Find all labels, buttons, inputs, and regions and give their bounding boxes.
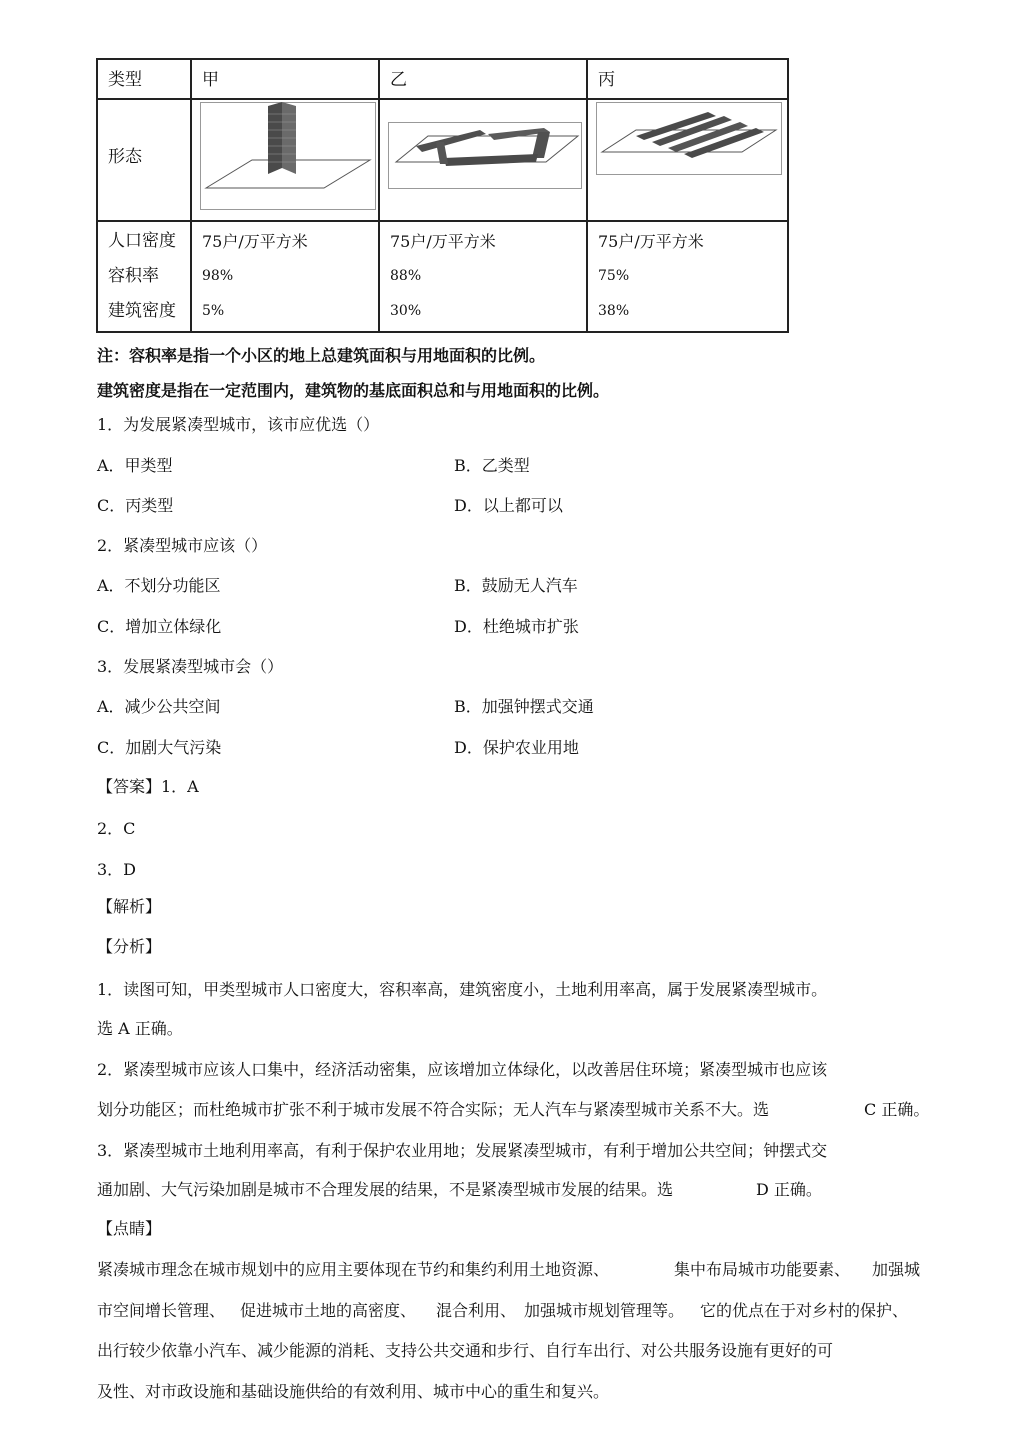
analysis-3-line-2: 通加剧、大气污染加剧是城市不合理发展的结果，不是紧凑型城市发展的结果。选 [97,1180,674,1199]
comparison-table [96,58,789,333]
analysis-1-line-1: 1．读图可知，甲类型城市人口密度大，容积率高，建筑密度小，土地利用率高，属于发展紧凑型城市。 [97,980,828,999]
yi-far: 88% [390,268,422,284]
table-header-row [97,59,788,99]
question-2-option-a: A．不划分功能区 [97,576,221,595]
jia-density: 75户/万平方米 [202,232,308,251]
question-3-option-c: C．加剧大气污染 [97,738,222,757]
commentary-line-2c: 混合利用、 [436,1301,517,1320]
question-2-stem: 2．紧凑型城市应该（） [97,536,268,555]
question-1-option-b: B．乙类型 [454,456,530,475]
question-3-option-a: A．减少公共空间 [97,697,221,716]
question-1-option-a: A．甲类型 [97,456,173,475]
yi-coverage: 30% [390,303,422,319]
section-jiexi: 【解析】 [97,897,162,916]
commentary-line-2b: 促进城市土地的高密度、 [240,1301,417,1320]
row-label-density: 人口密度 [108,231,176,251]
bing-density: 75户/万平方米 [598,232,704,251]
question-2-option-b: B．鼓励无人汽车 [454,576,578,595]
bing-far: 75% [598,268,630,284]
header-yi: 乙 [390,70,407,90]
table-form-row [97,99,788,221]
analysis-2-line-2-end: C 正确。 [864,1100,930,1119]
commentary-line-1c: 加强城 [872,1260,921,1279]
commentary-line-1a: 紧凑城市理念在城市规划中的应用主要体现在节约和集约利用土地资源、 [97,1260,610,1279]
question-3-option-b: B．加强钟摆式交通 [454,697,594,716]
note-far: 注：容积率是指一个小区的地上总建筑面积与用地面积的比例。 [97,346,546,365]
section-fenxi: 【分析】 [97,937,162,956]
answer-line-3: 3．D [97,860,137,879]
bing-coverage: 38% [598,303,630,319]
header-bing: 丙 [598,70,615,90]
form-label: 形态 [108,147,142,167]
row-label-far: 容积率 [108,266,159,286]
answer-line-1: 【答案】1．A [97,777,199,796]
section-dianjing: 【点睛】 [97,1219,162,1238]
question-2-option-c: C．增加立体绿化 [97,617,222,636]
commentary-line-2d: 加强城市规划管理等。 [524,1301,685,1320]
question-3-stem: 3．发展紧凑型城市会（） [97,657,284,676]
analysis-3-line-2-end: D 正确。 [756,1180,822,1199]
note-coverage: 建筑密度是指在一定范围内，建筑物的基底面积总和与用地面积的比例。 [97,381,610,400]
header-type: 类型 [108,70,142,90]
question-2-option-d: D．杜绝城市扩张 [454,617,579,636]
table-data-row [97,221,788,332]
commentary-line-1b: 集中布局城市功能要素、 [674,1260,851,1279]
question-1-stem: 1．为发展紧凑型城市，该市应优选（） [97,415,380,434]
jia-far: 98% [202,268,234,284]
analysis-3-line-1: 3．紧凑型城市土地利用率高，有利于保护农业用地；发展紧凑型城市，有利于增加公共空间；钟摆式交 [97,1141,828,1160]
yi-density: 75户/万平方米 [390,232,496,251]
tower-building-illustration [200,102,376,210]
question-1-option-c: C．丙类型 [97,496,174,515]
analysis-2-line-2: 划分功能区；而杜绝城市扩张不利于城市发展不符合实际；无人汽车与紧凑型城市关系不大。选 [97,1100,770,1119]
row-building-illustration [596,102,782,210]
question-1-option-d: D．以上都可以 [454,496,563,515]
courtyard-building-illustration [388,102,582,210]
commentary-line-4: 及性、对市政设施和基础设施供给的有效利用、城市中心的重生和复兴。 [97,1382,610,1401]
commentary-line-2a: 市空间增长管理、 [97,1301,226,1320]
row-label-coverage: 建筑密度 [108,301,176,321]
jia-coverage: 5% [202,303,225,319]
analysis-2-line-1: 2．紧凑型城市应该人口集中，经济活动密集，应该增加立体绿化，以改善居住环境；紧凑型城市也应该 [97,1060,828,1079]
analysis-1-line-2: 选 A 正确。 [97,1019,183,1038]
commentary-line-2e: 它的优点在于对乡村的保护、 [700,1301,909,1320]
answer-line-2: 2．C [97,819,136,838]
commentary-line-3: 出行较少依靠小汽车、减少能源的消耗、支持公共交通和步行、自行车出行、对公共服务设施有更好的可 [97,1341,834,1360]
question-3-option-d: D．保护农业用地 [454,738,579,757]
header-jia: 甲 [202,70,219,90]
